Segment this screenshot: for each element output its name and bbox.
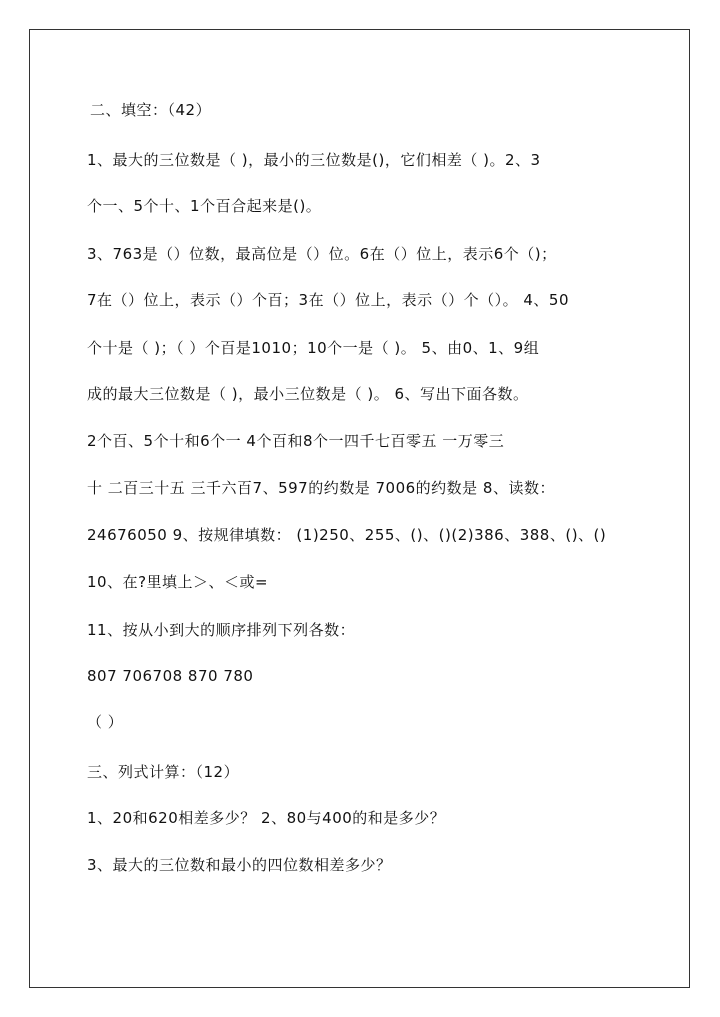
question-line-11: 11、按从小到大的顺序排列下列各数： [87,621,356,639]
question-line-2: 个一、5个十、1个百合起来是()。 [87,197,322,215]
answer-blank: （ ） [87,713,124,731]
question-line-4: 7在（）位上，表示（）个百；3在（）位上，表示（）个（）。 4、50 [87,291,569,309]
question-line-10: 10、在?里填上＞、＜或= [87,573,269,591]
question-line-6: 成的最大三位数是（ )，最小三位数是（ )。 6、写出下面各数。 [87,385,529,403]
question-line-8: 十 二百三十五 三千六百7、597的约数是 7006的约数是 8、读数： [87,479,555,497]
question-line-1: 1、最大的三位数是（ )，最小的三位数是()，它们相差（ )。2、3 [87,151,541,169]
page-border [29,29,690,988]
calculation-line-2: 3、最大的三位数和最小的四位数相差多少？ [87,856,392,874]
question-line-7: 2个百、5个十和6个一 4个百和8个一四千七百零五 一万零三 [87,432,505,450]
calculation-line-1: 1、20和620相差多少？ 2、80与400的和是多少？ [87,809,446,827]
question-line-3: 3、763是（）位数，最高位是（）位。6在（）位上，表示6个（)； [87,245,557,263]
question-line-9: 24676050 9、按规律填数： (1)250、255、()、()(2)386、388、()、() [87,526,607,544]
section-heading-calculation: 三、列式计算：（12） [87,763,240,781]
question-line-5: 个十是（ )；（ ）个百是1010；10个一是（ )。 5、由0、1、9组 [87,339,540,357]
section-heading-fill-blanks: 二、填空：（42） [90,101,212,119]
numbers-to-sort: 807 706708 870 780 [87,667,254,685]
